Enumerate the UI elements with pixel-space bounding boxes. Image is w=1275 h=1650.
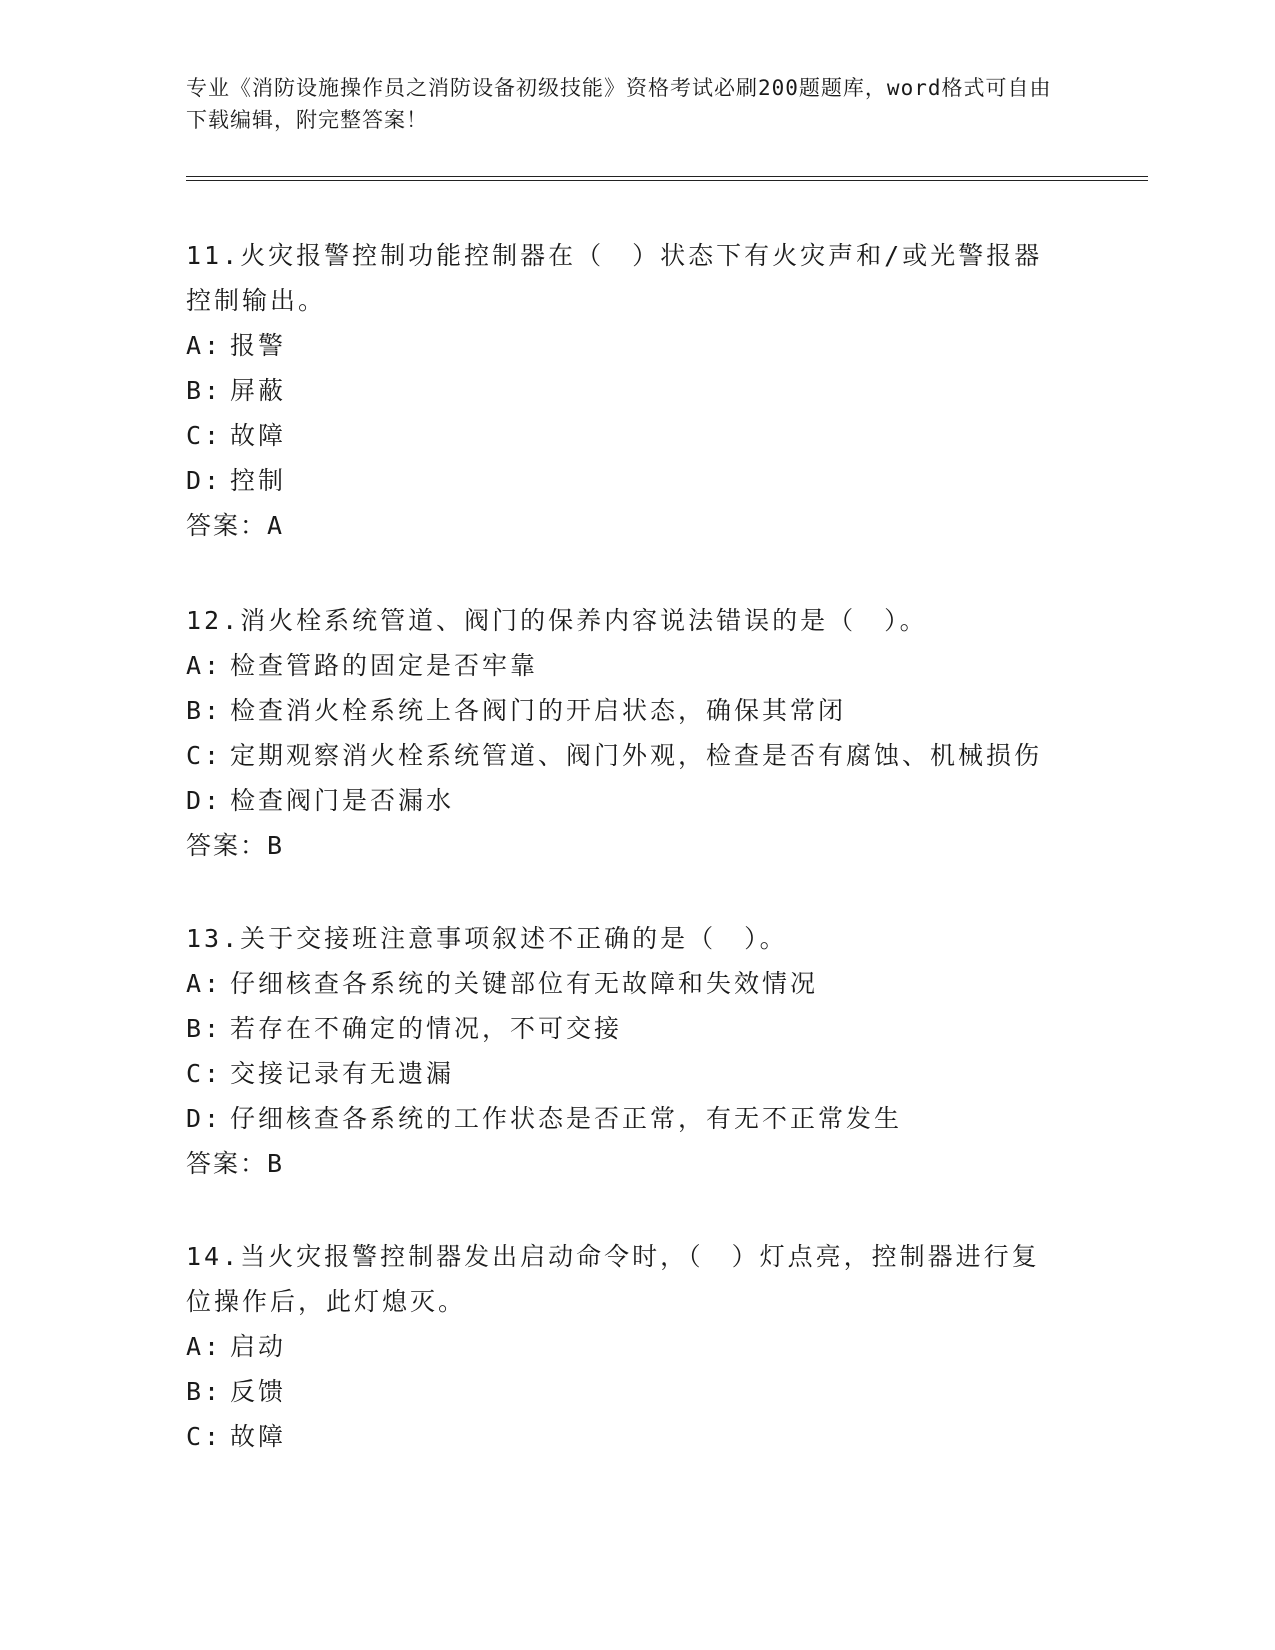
option-text: 检查阀门是否漏水	[230, 786, 455, 815]
option-text: 控制	[230, 466, 287, 495]
option-text: 检查管路的固定是否牢靠	[230, 651, 539, 680]
option-letter: B:	[186, 1014, 223, 1043]
question-11	[186, 233, 1066, 548]
option-letter: C:	[186, 741, 223, 770]
question-stem: 14.当火灾报警控制器发出启动命令时，（ ）灯点亮，控制器进行复位操作后，此灯熄灭。	[186, 1242, 1040, 1316]
question-stem: 12.消火栓系统管道、阀门的保养内容说法错误的是（ ）。	[186, 606, 928, 635]
option-d	[186, 778, 1066, 823]
option-text: 故障	[230, 1422, 287, 1451]
option-text: 检查消火栓系统上各阀门的开启状态，确保其常闭	[230, 696, 847, 725]
option-text: 屏蔽	[230, 376, 287, 405]
option-text: 反馈	[230, 1377, 287, 1406]
option-a	[186, 1324, 1066, 1369]
option-text: 启动	[230, 1332, 287, 1361]
option-d	[186, 458, 1066, 503]
option-letter: C:	[186, 421, 223, 450]
option-letter: D:	[186, 786, 223, 815]
option-text: 仔细核查各系统的关键部位有无故障和失效情况	[230, 969, 819, 998]
option-text: 交接记录有无遗漏	[230, 1059, 455, 1088]
option-a	[186, 961, 1066, 1006]
option-b	[186, 1369, 1066, 1414]
option-letter: C:	[186, 1422, 223, 1451]
option-b	[186, 1006, 1066, 1051]
option-letter: C:	[186, 1059, 223, 1088]
option-letter: A:	[186, 969, 223, 998]
answer-line: 答案：A	[186, 511, 285, 540]
option-text: 若存在不确定的情况，不可交接	[230, 1014, 623, 1043]
option-letter: A:	[186, 331, 223, 360]
option-text: 定期观察消火栓系统管道、阀门外观，检查是否有腐蚀、机械损伤	[230, 741, 1043, 770]
question-stem: 11.火灾报警控制功能控制器在（ ）状态下有火灾声和/或光警报器控制输出。	[186, 241, 1043, 315]
option-c	[186, 1051, 1066, 1096]
option-letter: B:	[186, 696, 223, 725]
document-header	[186, 72, 1066, 136]
header-divider	[186, 176, 1148, 181]
option-c	[186, 733, 1066, 778]
option-letter: D:	[186, 466, 223, 495]
header-text: 专业《消防设施操作员之消防设备初级技能》资格考试必刷200题题库，word格式可自由下载编辑，附完整答案！	[186, 76, 1052, 132]
option-c	[186, 1414, 1066, 1459]
question-stem: 13.关于交接班注意事项叙述不正确的是（ ）。	[186, 924, 788, 953]
option-text: 仔细核查各系统的工作状态是否正常，有无不正常发生	[230, 1104, 903, 1133]
option-b	[186, 368, 1066, 413]
answer-line: 答案：B	[186, 1149, 285, 1178]
option-letter: A:	[186, 651, 223, 680]
option-letter: A:	[186, 1332, 223, 1361]
option-text: 故障	[230, 421, 287, 450]
question-14	[186, 1234, 1066, 1459]
option-letter: B:	[186, 1377, 223, 1406]
option-b	[186, 688, 1066, 733]
option-text: 报警	[230, 331, 287, 360]
answer-line: 答案：B	[186, 831, 285, 860]
option-letter: D:	[186, 1104, 223, 1133]
option-letter: B:	[186, 376, 223, 405]
option-a	[186, 323, 1066, 368]
question-12	[186, 598, 1066, 868]
option-c	[186, 413, 1066, 458]
question-13	[186, 916, 1066, 1186]
option-d	[186, 1096, 1066, 1141]
option-a	[186, 643, 1066, 688]
